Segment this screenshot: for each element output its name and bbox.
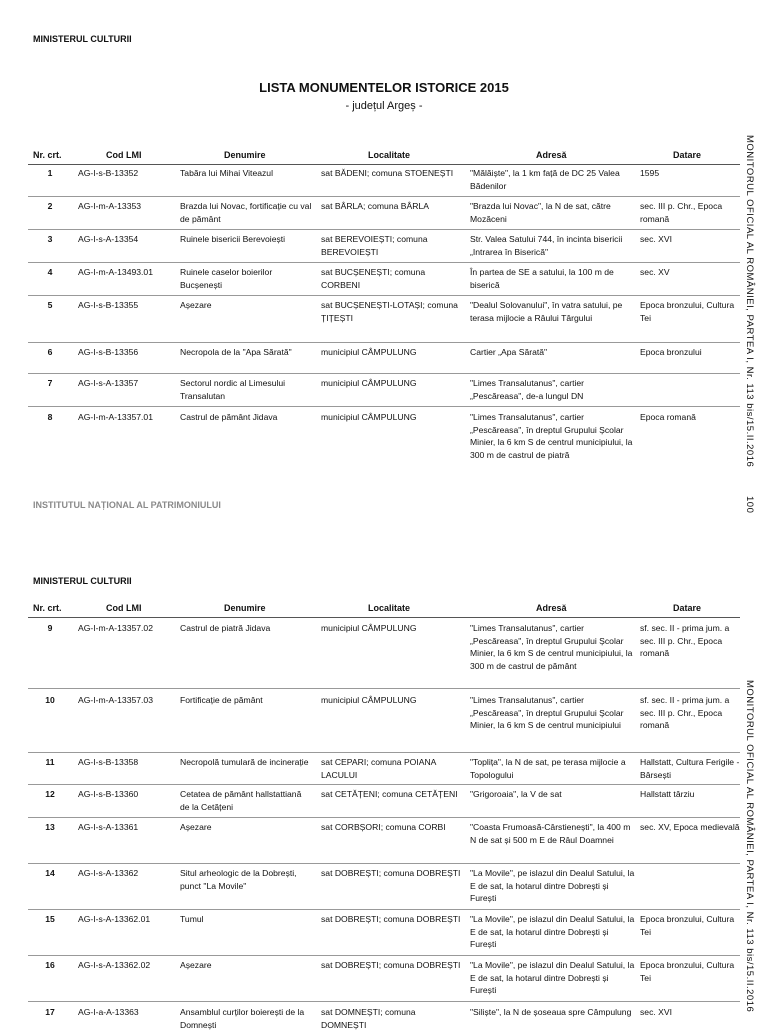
ministry-label: MINISTERUL CULTURII — [33, 576, 132, 586]
cell-denumire: Așezare — [180, 960, 212, 970]
row-divider — [28, 784, 740, 785]
cell-nr: 12 — [45, 789, 55, 799]
cell-nr: 10 — [45, 695, 55, 705]
page-number: 100 — [744, 496, 755, 514]
cell-adresa: "Limes Transalutanus", cartier „Pescăreasa", în dreptul Grupului Școlar Minier, la 6 km S de centrul municipiului — [470, 695, 624, 730]
cell-denumire: Ansamblul curților boierești de la Domnești — [180, 1007, 305, 1030]
cell-localitate: municipiul CÂMPULUNG — [321, 347, 417, 357]
cell-datare: sec. XV, Epoca medievală — [640, 822, 740, 832]
cell-datare: Hallstatt, Cultura Ferigile - Bârsești — [640, 757, 740, 780]
cell-localitate: sat DOBREȘTI; comuna DOBREȘTI — [321, 868, 461, 878]
cell-localitate: sat BÂRLA; comuna BÂRLA — [321, 201, 429, 211]
cell-datare: Epoca romană — [640, 412, 696, 422]
cell-localitate: sat CEPARI; comuna POIANA LACULUI — [321, 757, 436, 780]
cell-adresa: "Limes Transalutanus", cartier „Pescăreasa", de-a lungul DN — [470, 378, 585, 401]
row-divider — [28, 229, 740, 230]
cell-localitate: sat DOBREȘTI; comuna DOBREȘTI — [321, 960, 461, 970]
cell-cod: AG-I-s-A-13357 — [78, 378, 139, 388]
row-divider — [28, 863, 740, 864]
cell-cod: AG-I-s-A-13362 — [78, 868, 139, 878]
cell-adresa: "Limes Transalutanus", cartier „Pescăreasa", în dreptul Grupului Școlar Minier, la 6 km S de centrul municipiului, la 300 m de castrul de pământ — [470, 623, 633, 671]
cell-datare: Epoca bronzului, Cultura Tei — [640, 300, 735, 323]
row-divider — [28, 688, 740, 689]
row-divider — [28, 909, 740, 910]
cell-localitate: sat BUCȘENEȘTI-LOTAȘI; comuna ȚIȚEȘTI — [321, 300, 458, 323]
column-header-adresa: Adresă — [536, 150, 567, 160]
cell-adresa: "Limes Transalutanus", cartier „Pescăreasa", în dreptul Grupului Școlar Minier, la 6 km S de centrul municipiului, la 300 m de castrul de piatră — [470, 412, 633, 460]
cell-localitate: municipiul CÂMPULUNG — [321, 412, 417, 422]
cell-cod: AG-I-m-A-13353 — [78, 201, 142, 211]
cell-nr: 14 — [45, 868, 55, 878]
institute-footer: INSTITUTUL NAȚIONAL AL PATRIMONIULUI — [33, 500, 221, 510]
cell-cod: AG-I-s-A-13362.02 — [78, 960, 151, 970]
cell-adresa: "Toplița", la N de sat, pe terasa mijlocie a Topologului — [470, 757, 626, 780]
column-header-datare: Datare — [673, 150, 702, 160]
column-header-localitate: Localitate — [368, 603, 411, 613]
cell-datare: sec. III p. Chr., Epoca romană — [640, 201, 723, 224]
cell-datare: sec. XVI — [640, 1007, 672, 1017]
document-subtitle: - județul Argeș - — [345, 100, 423, 112]
cell-adresa: "Siliște", la N de șoseaua spre Câmpulung — [470, 1007, 632, 1017]
cell-denumire: Tabăra lui Mihai Viteazul — [180, 168, 273, 178]
cell-localitate: sat CETĂȚENI; comuna CETĂȚENI — [321, 789, 458, 799]
row-divider — [28, 955, 740, 956]
cell-nr: 6 — [47, 347, 53, 357]
header-rule — [28, 164, 740, 165]
cell-adresa: Cartier „Apa Sărată" — [470, 347, 548, 357]
cell-adresa: "Brazda lui Novac", la N de sat, către Mozăceni — [470, 201, 611, 224]
cell-cod: AG-I-s-B-13360 — [78, 789, 139, 799]
cell-adresa: "Mălăiște", la 1 km față de DC 25 Valea Bădenilor — [470, 168, 620, 191]
cell-adresa: "La Movile", pe islazul din Dealul Satului, la E de sat, la hotarul dintre Dobrești și Furești — [470, 960, 635, 995]
cell-datare: Hallstatt târziu — [640, 789, 695, 799]
cell-cod: AG-I-s-A-13354 — [78, 234, 139, 244]
cell-cod: AG-I-m-A-13357.03 — [78, 695, 153, 705]
cell-denumire: Așezare — [180, 822, 212, 832]
cell-adresa: "Coasta Frumoasă-Cârstienești", la 400 m N de sat și 500 m E de Râul Doamnei — [470, 822, 631, 845]
cell-adresa: Str. Valea Satului 744, în incinta bisericii „Intrarea în Biserică" — [470, 234, 623, 257]
cell-cod: AG-I-m-A-13357.02 — [78, 623, 153, 633]
cell-nr: 3 — [47, 234, 53, 244]
row-divider — [28, 817, 740, 818]
cell-denumire: Castrul de piatră Jidava — [180, 623, 271, 633]
cell-cod: AG-I-a-A-13363 — [78, 1007, 139, 1017]
cell-localitate: sat DOBREȘTI; comuna DOBREȘTI — [321, 914, 461, 924]
ministry-label: MINISTERUL CULTURII — [33, 34, 132, 44]
cell-denumire: Așezare — [180, 300, 212, 310]
column-header-adresa: Adresă — [536, 603, 567, 613]
cell-nr: 7 — [47, 378, 53, 388]
cell-denumire: Cetatea de pământ hallstattiană de la Cetățeni — [180, 789, 302, 812]
cell-cod: AG-I-s-A-13362.01 — [78, 914, 151, 924]
cell-nr: 15 — [45, 914, 55, 924]
cell-datare: 1595 — [640, 168, 660, 178]
cell-datare: sf. sec. II - prima jum. a sec. III p. Chr., Epoca romană — [640, 623, 730, 658]
cell-denumire: Ruinele caselor boierilor Bucșenești — [180, 267, 273, 290]
column-header-denumire: Denumire — [224, 150, 266, 160]
cell-localitate: municipiul CÂMPULUNG — [321, 623, 417, 633]
cell-cod: AG-I-s-B-13358 — [78, 757, 139, 767]
cell-cod: AG-I-s-B-13356 — [78, 347, 139, 357]
cell-datare: sf. sec. II - prima jum. a sec. III p. Chr., Epoca romană — [640, 695, 730, 730]
cell-localitate: sat BĂDENI; comuna STOENEȘTI — [321, 168, 454, 178]
cell-nr: 5 — [47, 300, 53, 310]
cell-localitate: sat DOMNEȘTI; comuna DOMNEȘTI — [321, 1007, 416, 1030]
cell-adresa: "Grigoroaia", la V de sat — [470, 789, 562, 799]
gazette-side-text: MONITORUL OFICIAL AL ROMÂNIEI, PARTEA I, Nr. 113 bis/15.II.2016 — [744, 135, 755, 468]
cell-nr: 1 — [47, 168, 53, 178]
gazette-side-text: MONITORUL OFICIAL AL ROMÂNIEI, PARTEA I, Nr. 113 bis/15.II.2016 — [744, 680, 755, 1013]
document-title: LISTA MONUMENTELOR ISTORICE 2015 — [259, 80, 509, 95]
cell-datare: Epoca bronzului — [640, 347, 702, 357]
cell-localitate: municipiul CÂMPULUNG — [321, 378, 417, 388]
row-divider — [28, 262, 740, 263]
column-header-nr: Nr. crt. — [33, 603, 62, 613]
cell-cod: AG-I-m-A-13493.01 — [78, 267, 153, 277]
cell-denumire: Sectorul nordic al Limesului Transalutan — [180, 378, 286, 401]
cell-adresa: "La Movile", pe islazul din Dealul Satului, la E de sat, la hotarul dintre Dobrești și Furești — [470, 914, 635, 949]
column-header-cod: Cod LMI — [106, 603, 142, 613]
column-header-localitate: Localitate — [368, 150, 411, 160]
row-divider — [28, 752, 740, 753]
cell-denumire: Tumul — [180, 914, 204, 924]
cell-denumire: Castrul de pământ Jidava — [180, 412, 278, 422]
cell-datare: sec. XVI — [640, 234, 672, 244]
cell-nr: 11 — [45, 757, 55, 767]
cell-nr: 8 — [47, 412, 53, 422]
cell-cod: AG-I-m-A-13357.01 — [78, 412, 153, 422]
cell-localitate: sat BEREVOIEȘTI; comuna BEREVOIEȘTI — [321, 234, 428, 257]
cell-nr: 13 — [45, 822, 55, 832]
cell-denumire: Necropolă tumulară de incinerație — [180, 757, 309, 767]
cell-localitate: municipiul CÂMPULUNG — [321, 695, 417, 705]
cell-denumire: Necropola de la "Apa Sărată" — [180, 347, 292, 357]
cell-denumire: Situl arheologic de la Dobrești, punct "La Movile" — [180, 868, 297, 891]
cell-denumire: Brazda lui Novac, fortificație cu val de pământ — [180, 201, 312, 224]
cell-nr: 17 — [45, 1007, 55, 1017]
row-divider — [28, 342, 740, 343]
cell-cod: AG-I-s-A-13361 — [78, 822, 139, 832]
page-2 — [0, 540, 768, 1030]
row-divider — [28, 295, 740, 296]
cell-nr: 2 — [47, 201, 53, 211]
cell-datare: Epoca bronzului, Cultura Tei — [640, 914, 735, 937]
row-divider — [28, 406, 740, 407]
column-header-nr: Nr. crt. — [33, 150, 62, 160]
cell-nr: 9 — [47, 623, 53, 633]
cell-localitate: sat CORBȘORI; comuna CORBI — [321, 822, 446, 832]
cell-nr: 4 — [47, 267, 53, 277]
row-divider — [28, 1001, 740, 1002]
cell-nr: 16 — [45, 960, 55, 970]
cell-cod: AG-I-s-B-13352 — [78, 168, 139, 178]
cell-denumire: Ruinele bisericii Berevoiești — [180, 234, 286, 244]
cell-denumire: Fortificație de pământ — [180, 695, 263, 705]
cell-datare: Epoca bronzului, Cultura Tei — [640, 960, 735, 983]
column-header-datare: Datare — [673, 603, 702, 613]
header-rule — [28, 617, 740, 618]
column-header-cod: Cod LMI — [106, 150, 142, 160]
cell-datare: sec. XV — [640, 267, 670, 277]
cell-adresa: În partea de SE a satului, la 100 m de biserică — [470, 267, 614, 290]
cell-adresa: "La Movile", pe islazul din Dealul Satului, la E de sat, la hotarul dintre Dobrești și Furești — [470, 868, 635, 903]
row-divider — [28, 196, 740, 197]
cell-adresa: "Dealul Solovanului", în vatra satului, pe terasa mijlocie a Râului Târgului — [470, 300, 623, 323]
column-header-denumire: Denumire — [224, 603, 266, 613]
row-divider — [28, 373, 740, 374]
cell-cod: AG-I-s-B-13355 — [78, 300, 139, 310]
cell-localitate: sat BUCȘENEȘTI; comuna CORBENI — [321, 267, 426, 290]
